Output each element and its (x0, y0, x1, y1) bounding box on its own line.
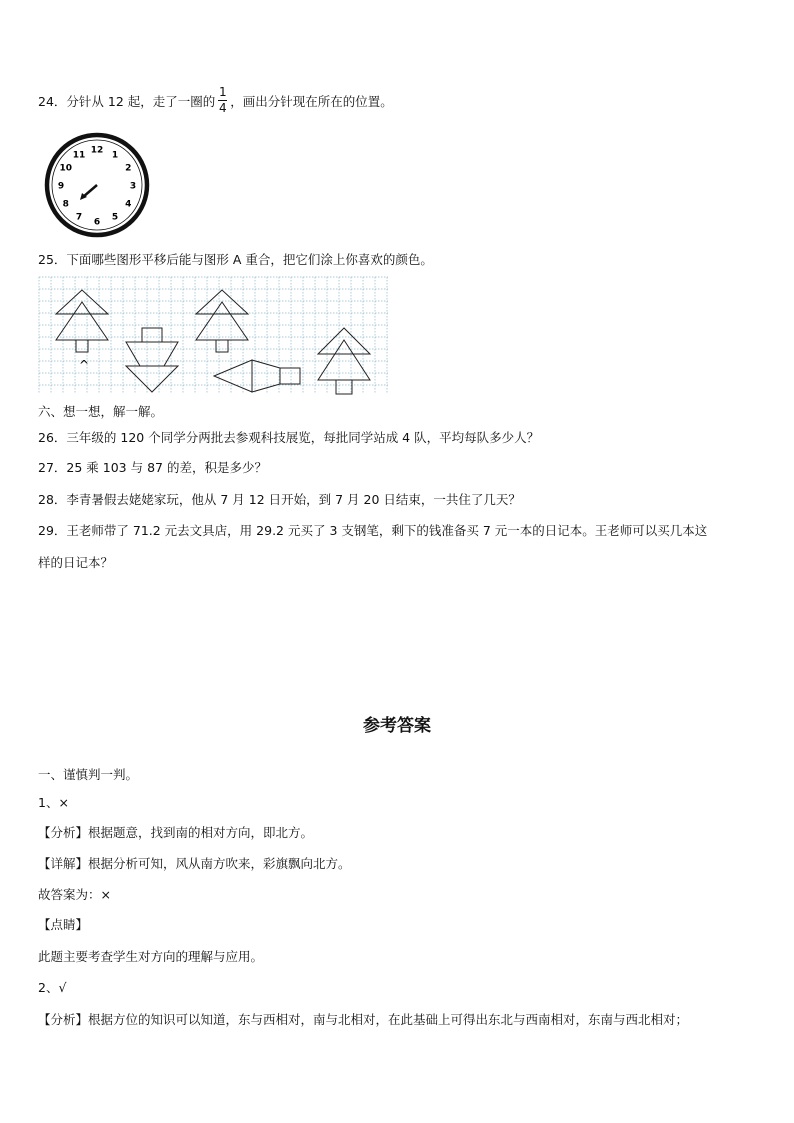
answer-1-analysis: 【分析】根据题意，找到南的相对方向，即北方。 (38, 825, 314, 840)
clock-number: 5 (111, 212, 119, 223)
answer-2-analysis: 【分析】根据方位的知识可以知道，东与西相对，南与北相对，在此基础上可得出东北与西南相对，东南与西北相对； (38, 1012, 689, 1027)
answers-title: 参考答案 (363, 716, 431, 736)
answer-2-mark: 2、√ (38, 980, 67, 995)
answer-1-review: 【点睛】 (38, 917, 89, 932)
question-27: 27．25 乘 103 与 87 的差，积是多少？ (38, 460, 267, 475)
question-29-line-2: 样的日记本？ (38, 555, 114, 570)
answers-section-1: 一、谨慎判一判。 (38, 767, 139, 782)
answer-1-final: 故答案为：× (38, 887, 111, 902)
shape-tree-2 (196, 290, 248, 352)
question-29-line-1: 29．王老师带了 71.2 元去文具店，用 29.2 元买了 3 支钢笔，剩下的钱准备买 7 元一本的日记本。王老师可以买几本这 (38, 523, 708, 538)
clock-figure (44, 132, 150, 238)
shape-a-tree (56, 290, 108, 352)
clock-number: 3 (129, 181, 137, 192)
answer-1-mark: 1、× (38, 795, 69, 810)
clock-number: 10 (59, 163, 73, 174)
dotted-grid (39, 277, 388, 394)
shape-tree-3 (318, 328, 370, 394)
clock-number: 11 (72, 150, 86, 161)
fraction-denominator: 4 (218, 101, 227, 115)
shape-down-arrow (126, 328, 178, 392)
clock-hand (83, 185, 97, 197)
clock-number: 6 (93, 217, 101, 228)
answer-1-detail: 【详解】根据分析可知，风从南方吹来，彩旗飘向北方。 (38, 856, 351, 871)
question-24 (38, 86, 393, 115)
clock-number: 9 (57, 181, 65, 192)
shape-left-arrow (214, 360, 300, 392)
shape-a-label: ^ (79, 358, 90, 372)
question-25: 25．下面哪些图形平移后能与图形 A 重合，把它们涂上你喜欢的颜色。 (38, 252, 433, 267)
question-26: 26．三年级的 120 个同学分两批去参观科技展览，每批同学站成 4 队，平均每队多少人？ (38, 430, 540, 445)
answer-1-summary: 此题主要考查学生对方向的理解与应用。 (38, 949, 264, 964)
question-24-text-pre: 24．分针从 12 起，走了一圈的 (38, 93, 216, 109)
grid-shapes-figure (38, 276, 390, 396)
clock-number: 2 (125, 163, 132, 174)
clock-number: 4 (125, 199, 132, 210)
section-6-heading: 六、想一想，解一解。 (38, 404, 164, 419)
question-28: 28．李青暑假去姥姥家玩，他从 7 月 12 日开始，到 7 月 20 日结束，一共住了几天？ (38, 492, 521, 507)
fraction-numerator: 1 (218, 85, 227, 99)
clock-number: 1 (111, 150, 119, 161)
clock-number: 12 (90, 145, 104, 156)
fraction-one-quarter (218, 86, 227, 115)
question-24-text-post: ，画出分针现在所在的位置。 (230, 93, 393, 109)
clock-number: 8 (62, 199, 69, 210)
clock-number: 7 (75, 212, 83, 223)
